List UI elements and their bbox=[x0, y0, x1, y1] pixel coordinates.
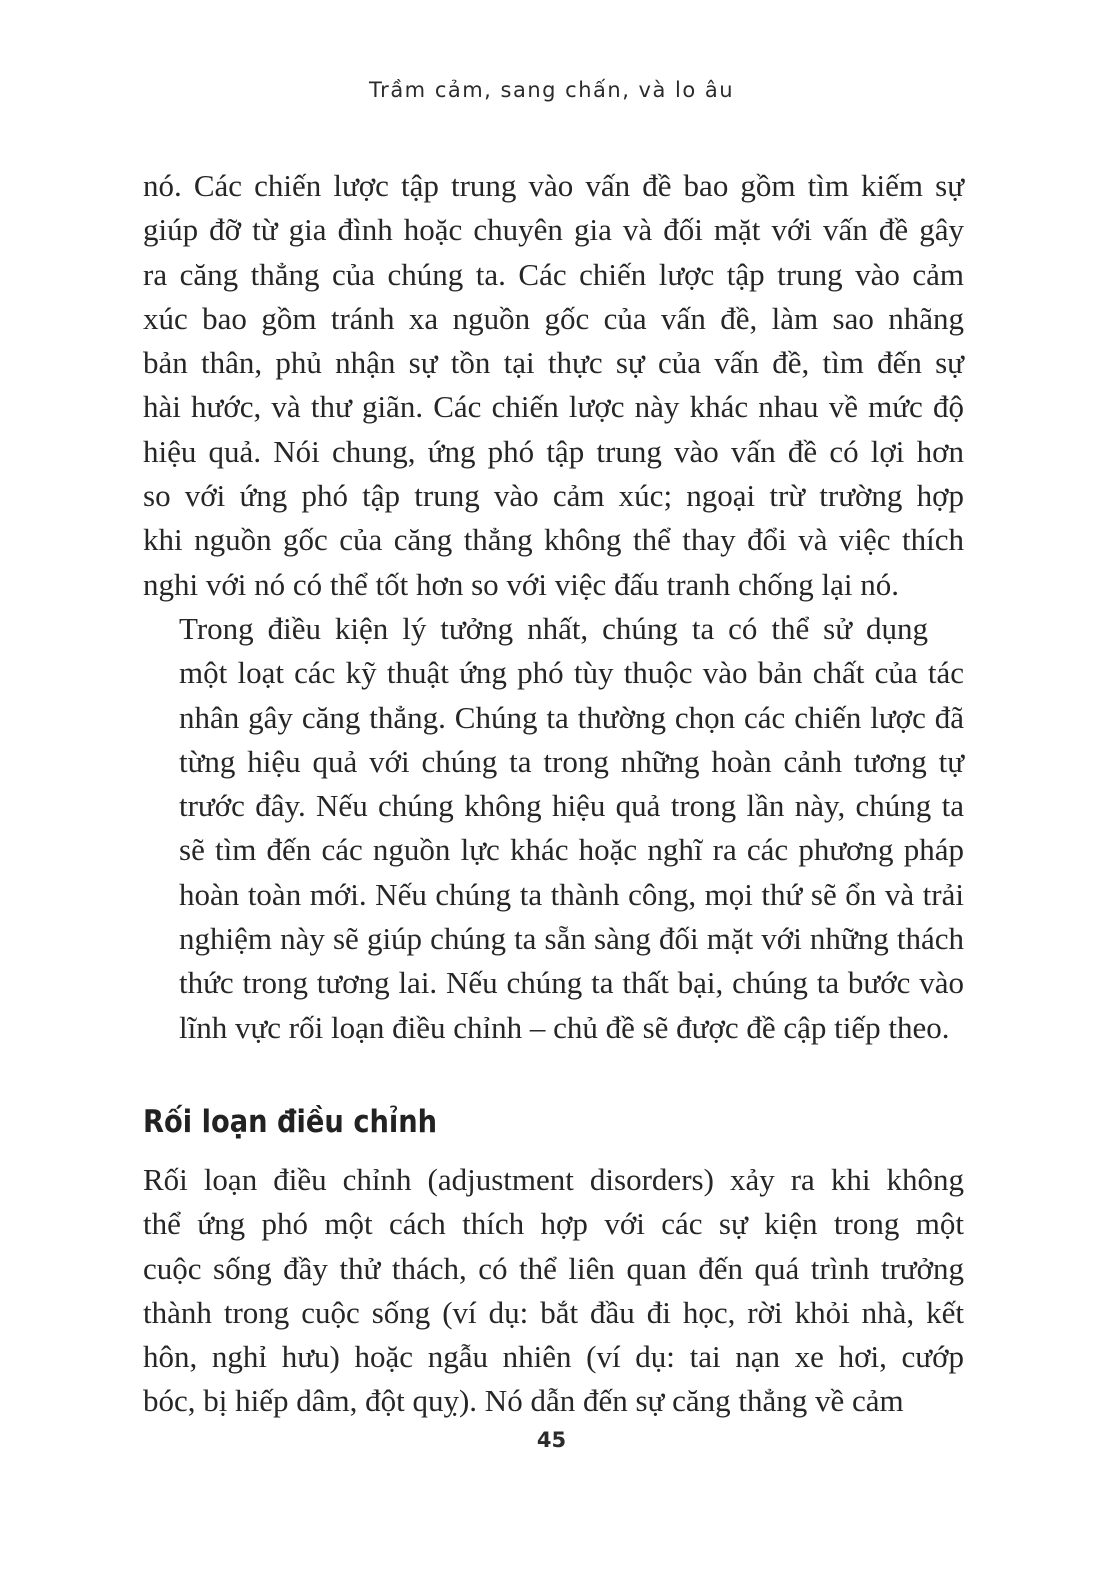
text-line: hoàn toàn mới. Nếu chúng ta thành công, mọi thứ sẽ ổn và trải bbox=[179, 876, 964, 912]
text-line: thể ứng phó một cách thích hợp với các sự kiện trong một bbox=[143, 1206, 964, 1242]
text-line: ra căng thẳng của chúng ta. Các chiến lược tập trung vào cảm bbox=[143, 256, 964, 292]
text-line: trước đây. Nếu chúng không hiệu quả trong lần này, chúng ta bbox=[179, 788, 964, 824]
text-line: nó. Các chiến lược tập trung vào vấn đề bao gồm tìm kiếm sự bbox=[143, 168, 964, 203]
text-line: lĩnh vực rối loạn điều chỉnh – chủ đề sẽ được đề cập tiếp theo. bbox=[179, 1009, 950, 1045]
text-line: nghi với nó có thể tốt hơn so với việc đấu tranh chống lại nó. bbox=[143, 566, 900, 602]
text-line: hài hước, và thư giãn. Các chiến lược này khác nhau về mức độ bbox=[143, 389, 964, 425]
text-line: hiệu quả. Nói chung, ứng phó tập trung vào vấn đề có lợi hơn bbox=[143, 433, 964, 469]
text-line: khi nguồn gốc của căng thẳng không thể thay đổi và việc thích bbox=[143, 522, 964, 558]
text-line: nghiệm này sẽ giúp chúng ta sẵn sàng đối mặt với những thách bbox=[179, 921, 964, 957]
text-line: một loạt các kỹ thuật ứng phó tùy thuộc vào bản chất của tác bbox=[179, 655, 964, 691]
text-line: nhân gây căng thẳng. Chúng ta thường chọn các chiến lược đã bbox=[179, 699, 964, 735]
running-head: Trầm cảm, sang chấn, và lo âu bbox=[368, 78, 735, 102]
text-line: giúp đỡ từ gia đình hoặc chuyên gia và đối mặt với vấn đề gây bbox=[143, 212, 964, 248]
text-line: Trong điều kiện lý tưởng nhất, chúng ta có thể sử dụng bbox=[179, 611, 928, 646]
text-line: Rối loạn điều chỉnh (adjustment disorders) xảy ra khi không bbox=[143, 1162, 964, 1197]
text-line: hôn, nghỉ hưu) hoặc ngẫu nhiên (ví dụ: tai nạn xe hơi, cướp bbox=[143, 1339, 964, 1375]
text-line: so với ứng phó tập trung vào cảm xúc; ngoại trừ trường hợp bbox=[143, 478, 964, 514]
paragraph-1 bbox=[143, 164, 964, 607]
page-number: 45 bbox=[536, 1428, 567, 1452]
text-line: xúc bao gồm tránh xa nguồn gốc của vấn đề, làm sao nhãng bbox=[143, 300, 964, 336]
text-line: cuộc sống đầy thử thách, có thể liên quan đến quá trình trưởng bbox=[143, 1250, 964, 1286]
paragraph-3 bbox=[143, 1158, 964, 1424]
paragraph-2 bbox=[143, 607, 964, 1050]
text-line: từng hiệu quả với chúng ta trong những hoàn cảnh tương tự bbox=[179, 743, 964, 779]
text-line: sẽ tìm đến các nguồn lực khác hoặc nghĩ ra các phương pháp bbox=[179, 832, 964, 868]
section-heading: Rối loạn điều chỉnh bbox=[143, 1104, 438, 1140]
text-line: thức trong tương lai. Nếu chúng ta thất bại, chúng ta bước vào bbox=[179, 965, 964, 1001]
text-line: bóc, bị hiếp dâm, đột quỵ). Nó dẫn đến sự căng thẳng về cảm bbox=[143, 1383, 904, 1419]
text-line: bản thân, phủ nhận sự tồn tại thực sự của vấn đề, tìm đến sự bbox=[143, 345, 964, 381]
text-line: thành trong cuộc sống (ví dụ: bắt đầu đi học, rời khỏi nhà, kết bbox=[143, 1294, 964, 1330]
